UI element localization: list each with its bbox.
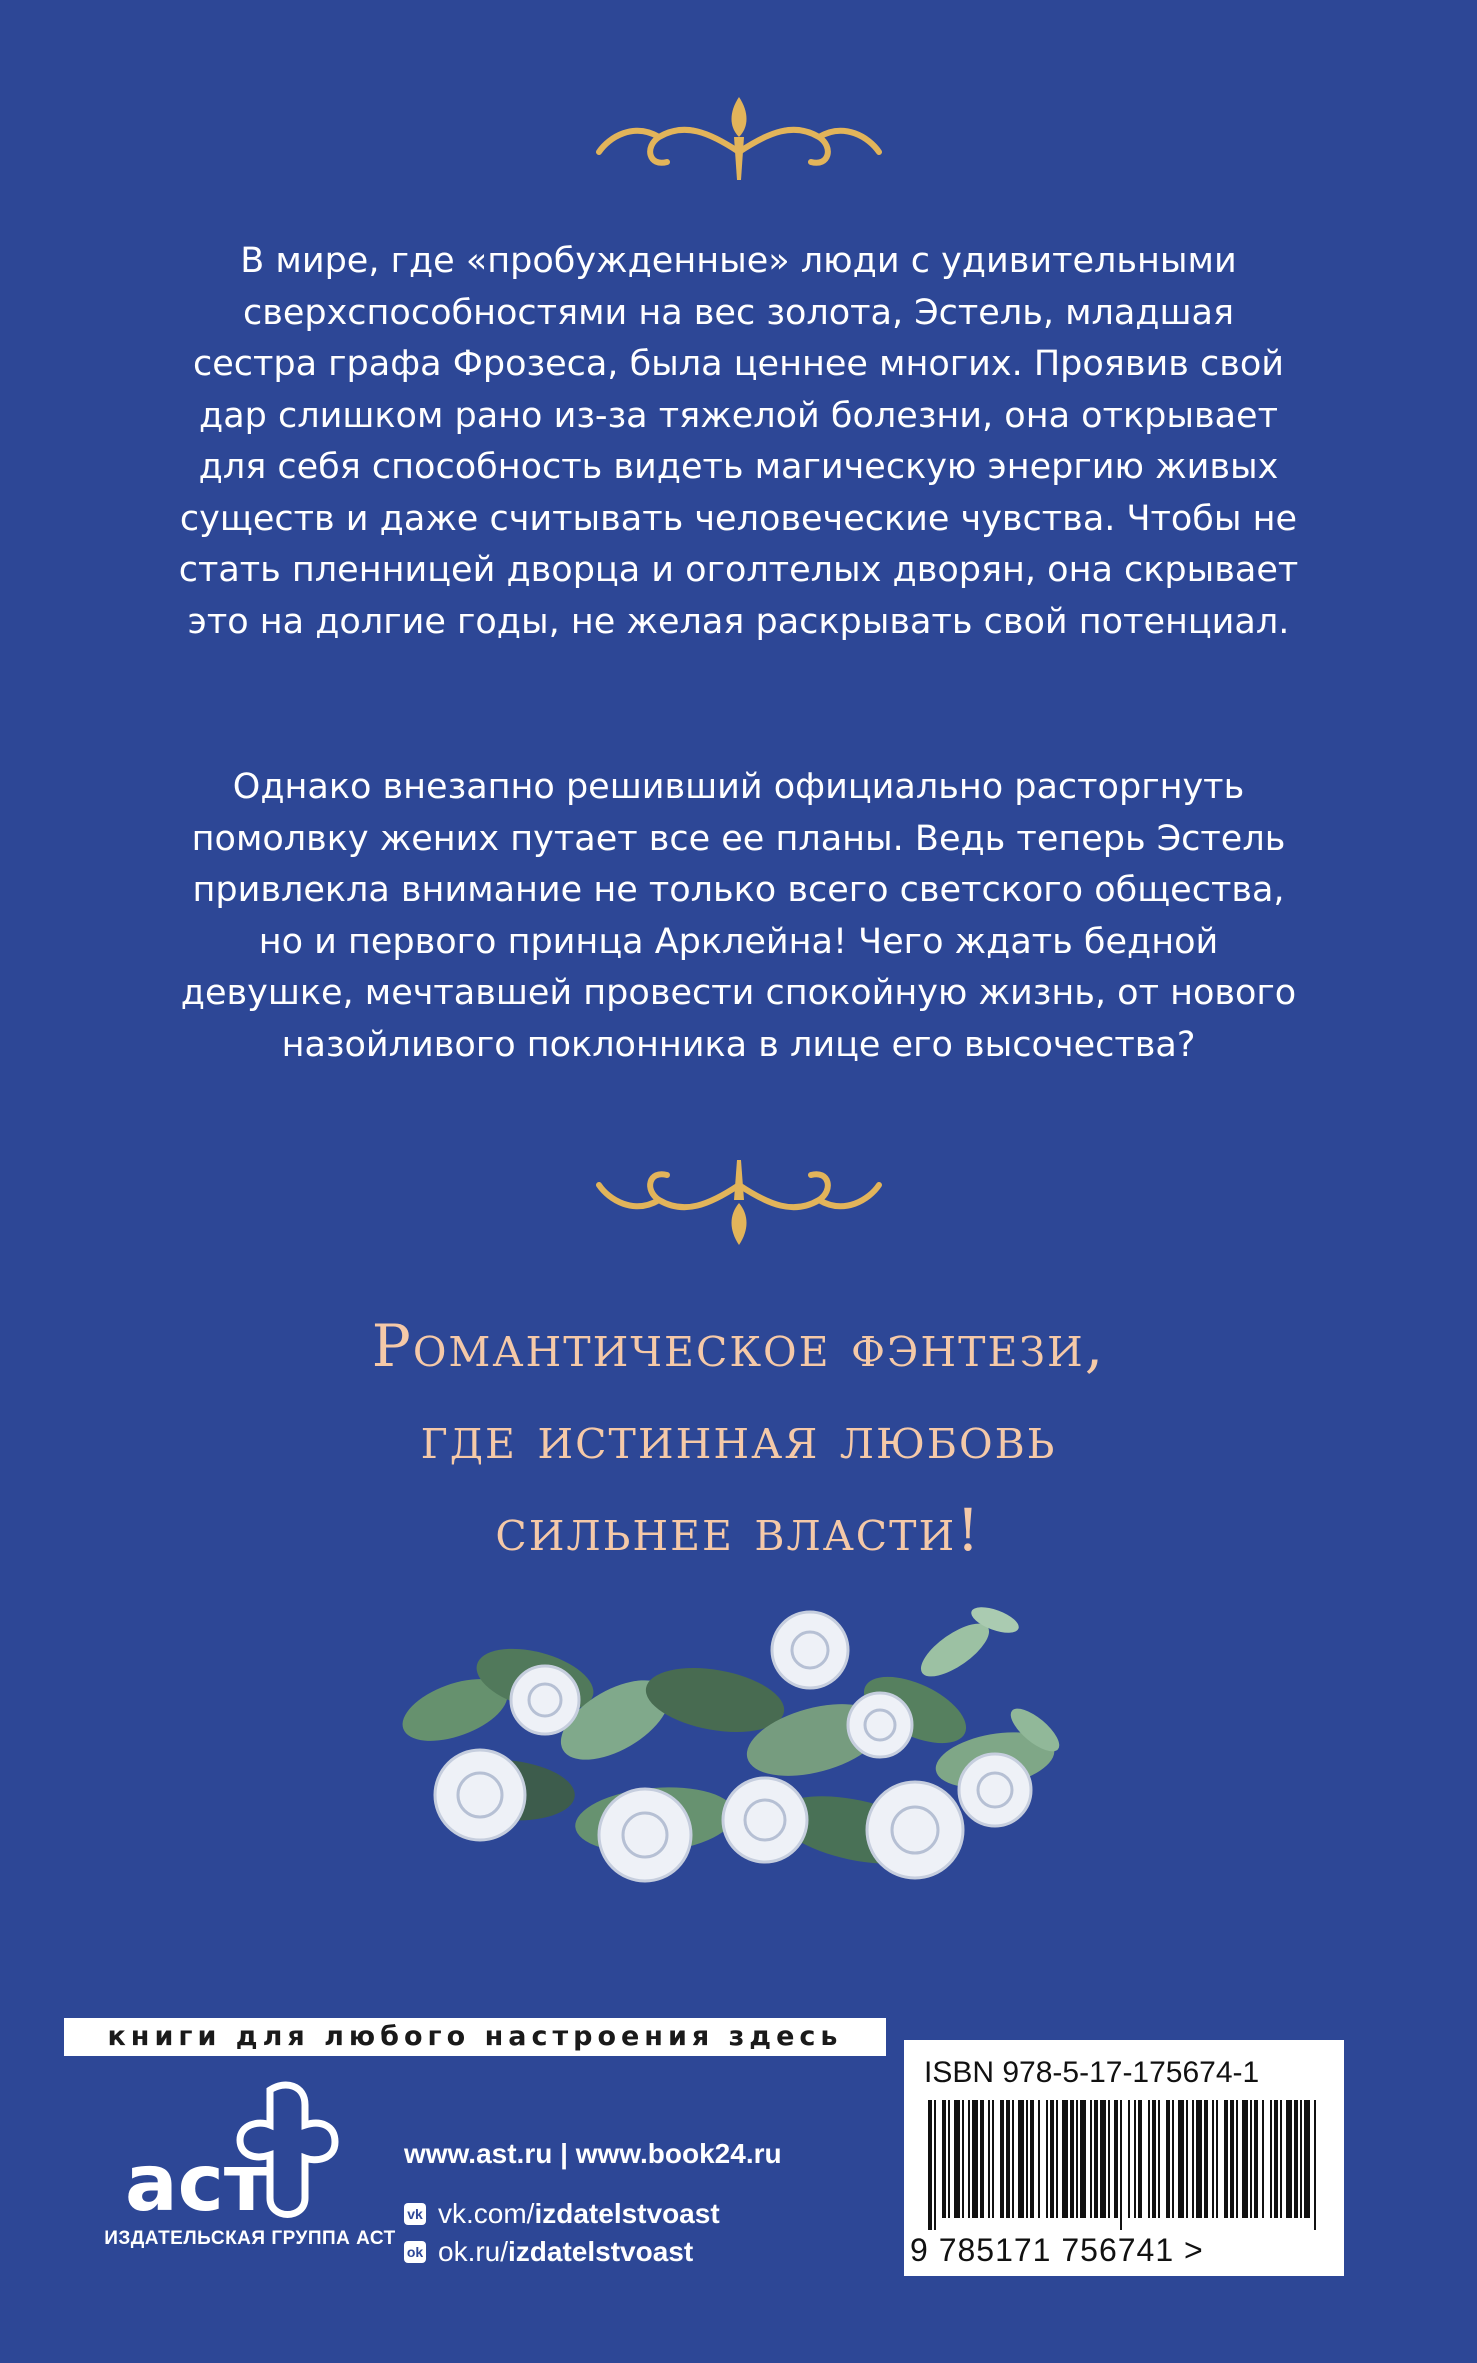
barcode-bar (1050, 2100, 1054, 2218)
barcode-bar (942, 2100, 946, 2218)
barcode-bar (1062, 2100, 1068, 2218)
vk-icon: vk (404, 2203, 426, 2225)
barcode-bar (1046, 2100, 1048, 2218)
roses-illustration (395, 1590, 1075, 1934)
barcode-bar (928, 2100, 932, 2230)
text-line: привлекла внимание не только всего светского общества, (192, 870, 1285, 910)
flourish-icon (589, 92, 889, 182)
barcode-bar (1212, 2100, 1214, 2218)
text-line: но и первого принца Арклейна! Чего ждать бедной (258, 921, 1219, 962)
barcode-bar (968, 2100, 970, 2218)
text-line: В мире, где «пробужденные» люди с удивительными (240, 241, 1237, 281)
text-line: Однако внезапно решивший официально расторгнуть (232, 767, 1245, 807)
barcode-bar (1270, 2100, 1272, 2218)
barcode-bar (1120, 2100, 1122, 2230)
barcode-bar (1286, 2100, 1292, 2218)
barcode-bar (1114, 2100, 1118, 2218)
barcode-bar (1166, 2100, 1170, 2218)
barcode-bar (1076, 2100, 1078, 2218)
barcode-bar (1196, 2100, 1202, 2218)
barcode-bar (1250, 2100, 1252, 2218)
barcode-bar (1012, 2100, 1014, 2218)
text-line: дар слишком рано из-за тяжелой болезни, она открывает (199, 395, 1278, 436)
barcode-bar (1090, 2100, 1092, 2218)
barcode-bar (1038, 2100, 1040, 2218)
barcode-bars (924, 2100, 1324, 2230)
isbn-label: ISBN 978-5-17-175674-1 (924, 2056, 1260, 2089)
barcode-bar (1224, 2100, 1228, 2218)
websites-link[interactable]: www.ast.ru | www.book24.ru (404, 2138, 782, 2169)
ok-prefix: ok.ru/ (438, 2236, 509, 2267)
ok-handle: izdatelstvoast (508, 2236, 694, 2267)
text-line: стать пленницей дворца и оголтелых дворян, она скрывает (178, 550, 1299, 590)
barcode-bar (1300, 2100, 1302, 2218)
text-line: сверхспособностями на вес золота, Эстель, младшая (242, 292, 1235, 333)
ast-logo-icon (120, 2080, 360, 2230)
vk-link[interactable] (404, 2198, 720, 2230)
barcode-bar (948, 2100, 950, 2218)
text-line: помолвку жених путает все ее планы. Ведь теперь Эстель (191, 818, 1286, 859)
barcode-bar (1178, 2100, 1184, 2218)
top-ornament (0, 92, 1477, 182)
barcode-box (904, 2040, 1344, 2276)
barcode-bar (1172, 2100, 1174, 2218)
ok-icon: ok (404, 2241, 426, 2263)
barcode-bar (972, 2100, 978, 2218)
middle-ornament (0, 1155, 1477, 1250)
barcode-bar (988, 2100, 990, 2218)
text-line: девушке, мечтавшей провести спокойную жизнь, от нового (180, 973, 1297, 1013)
barcode-bar (1070, 2100, 1074, 2218)
barcode-bar (1026, 2100, 1028, 2218)
barcode-digits: 9 785171 756741 > (910, 2232, 1204, 2268)
text-line: это на долгие годы, не желая раскрывать свой потенциал. (187, 601, 1290, 642)
logo-text: аст (125, 2139, 270, 2229)
blurb-paragraph-2 (120, 762, 1357, 1071)
barcode-bar (1080, 2100, 1086, 2218)
barcode-bar (1056, 2100, 1058, 2218)
barcode-bar (1148, 2100, 1150, 2218)
barcode-bar (1304, 2100, 1310, 2218)
barcode-bar (1134, 2100, 1136, 2218)
flourish-icon (589, 1155, 889, 1250)
barcode-bar (1094, 2100, 1098, 2218)
barcode-bar (1186, 2100, 1188, 2218)
barcode-bar (954, 2100, 960, 2218)
barcode-bar (1314, 2100, 1316, 2230)
barcode-bar (1030, 2100, 1034, 2218)
barcode-bar (1128, 2100, 1130, 2218)
barcode-bar (934, 2100, 936, 2230)
tagline (0, 1300, 1477, 1576)
barcode-bar (980, 2100, 984, 2218)
vk-handle: izdatelstvoast (534, 2198, 720, 2229)
ok-link[interactable] (404, 2236, 693, 2268)
tagline-line-2: где истинная любовь (420, 1404, 1057, 1472)
ast-logo (120, 2080, 360, 2234)
barcode-bar (1242, 2100, 1248, 2218)
barcode-bar (1006, 2100, 1010, 2218)
barcode-bar (1100, 2100, 1106, 2218)
text-line: для себя способность видеть магическую энергию живых (198, 447, 1279, 487)
publisher-group-label: ИЗДАТЕЛЬСКАЯ ГРУППА АСТ (104, 2228, 396, 2249)
tagline-line-1: Романтическое фэнтези, (371, 1312, 1106, 1380)
barcode-bar (1274, 2100, 1278, 2218)
barcode-bar (1018, 2100, 1024, 2218)
text-line: существ и даже считывать человеческие чувства. Чтобы не (179, 498, 1298, 539)
promo-banner: книги для любого настроения здесь (64, 2018, 886, 2056)
barcode-bar (1204, 2100, 1208, 2218)
barcode-bar (1152, 2100, 1156, 2218)
barcode-bar (1254, 2100, 1258, 2218)
barcode-bar (1280, 2100, 1282, 2218)
barcode-bar (1230, 2100, 1234, 2218)
tagline-line-3: сильнее власти! (495, 1496, 982, 1564)
barcode-bar (1294, 2100, 1298, 2218)
barcode-bar (1262, 2100, 1264, 2218)
vk-prefix: vk.com/ (438, 2198, 535, 2229)
barcode-bar (1236, 2100, 1238, 2218)
barcode-bar (1000, 2100, 1004, 2218)
barcode-bar (1216, 2100, 1218, 2218)
barcode-bar (1108, 2100, 1110, 2218)
text-line: назойливого поклонника в лице его высочества? (281, 1024, 1196, 1065)
text-line: сестра графа Фрозеса, была ценнее многих. Проявив свой (192, 344, 1285, 384)
barcode-bar (962, 2100, 964, 2218)
barcode-bar (1158, 2100, 1160, 2218)
blurb-paragraph-1 (120, 236, 1357, 648)
barcode-bar (992, 2100, 994, 2218)
barcode-bar (1192, 2100, 1194, 2218)
barcode-bar (1138, 2100, 1142, 2218)
